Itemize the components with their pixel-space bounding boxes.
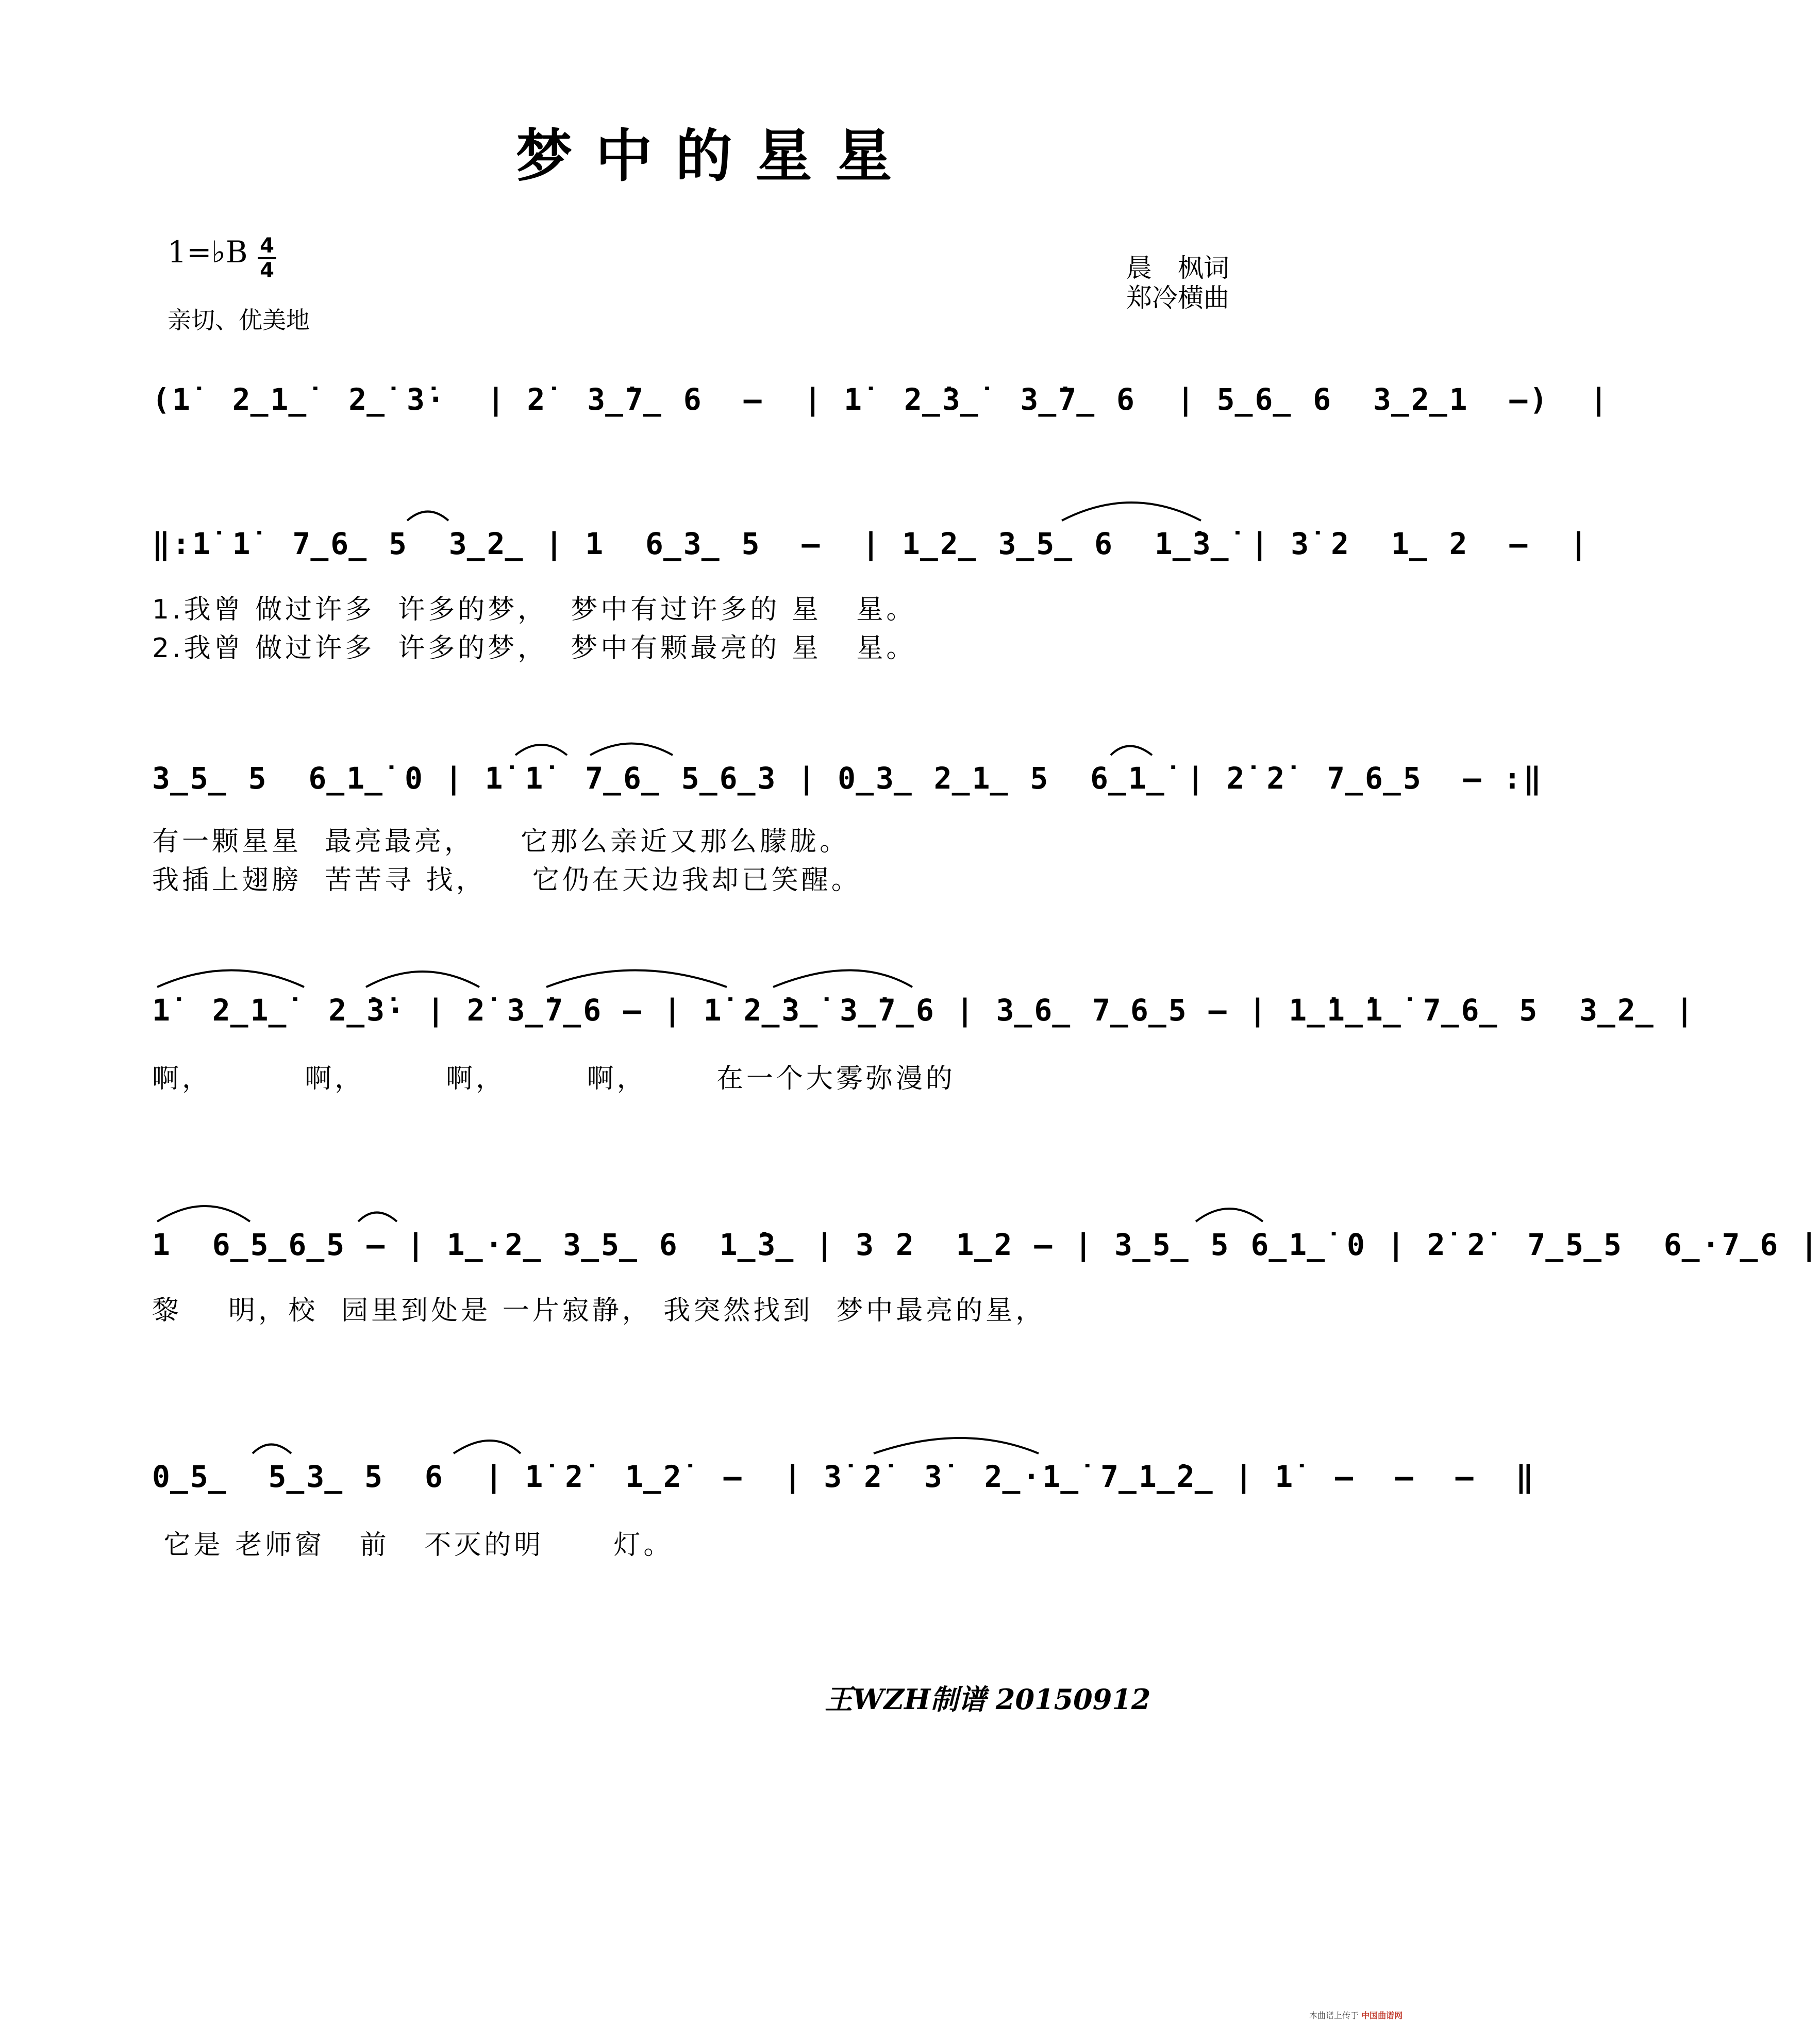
notes-row-4: 1̇ 2̲1̲̇ 2̲̇3̇· | 2̇ 3̲̇7̲6 – | 1̇ 2̲̇3̲̇ 3̲̇7̲6 | 3̲6̲ 7̲6̲5 – | 1̲̇1̲̇1̲̇ 7̲6̲ 5 3̲2̲ | bbox=[152, 993, 1696, 1028]
notes-row-5: 1 6̲5̲6̲5 – | 1̲·2̲ 3̲5̲ 6 1̲̇3̲ | 3 2 1̲2 – | 3̲5̲ 5 6̲1̲̇ 0 | 2̇ 2̇ 7̲5̲5 6̲·7̲6 | bbox=[152, 1227, 1820, 1262]
slur-arc bbox=[590, 744, 673, 756]
tempo-marking: 亲切、优美地 bbox=[168, 306, 310, 334]
slur-arc bbox=[253, 1445, 291, 1454]
footer-watermark bbox=[1309, 2009, 1402, 2021]
lyrics-row-4: 啊， 啊， 啊， 啊， 在一个大雾弥漫的 bbox=[152, 1063, 956, 1094]
key-signature: 1=♭B bbox=[168, 235, 248, 270]
lyrics-row-3-verse-1: 有一颗星星 最亮最亮， 它那么亲近又那么朦胧。 bbox=[152, 826, 850, 857]
transcriber-signature: 王WZH制谱 20150912 bbox=[825, 1683, 1151, 1716]
slur-arc bbox=[157, 971, 304, 988]
slur-arc bbox=[874, 1438, 1039, 1453]
lyrics-row-6: 它是 老师窗 前 不灭的明 灯。 bbox=[152, 1530, 674, 1561]
composer-credit: 郑冷横曲 bbox=[1126, 283, 1229, 313]
lyrics-row-2-verse-1: 1.我曾 做过许多 许多的梦， 梦中有过许多的 星 星。 bbox=[152, 594, 916, 625]
notes-row-1: (1̇ 2̲1̲̇ 2̲̇ 3̇· | 2̇ 3̲̇7̲ 6 – | 1̇ 2̲̇3̲̇ 3̲̇7̲ 6 | 5̲6̲ 6 3̲2̲1 –) | bbox=[152, 382, 1610, 417]
lyrics-row-2-verse-2: 2.我曾 做过许多 许多的梦， 梦中有颗最亮的 星 星。 bbox=[152, 633, 916, 664]
slur-arc bbox=[157, 1206, 250, 1222]
time-signature-top: 4 bbox=[260, 234, 274, 258]
slur-arc bbox=[1196, 1209, 1263, 1222]
slur-arc bbox=[546, 971, 727, 988]
slur-arc bbox=[1062, 503, 1201, 521]
notes-row-2: ‖:1̇ 1̇ 7̲6̲ 5 3̲2̲ | 1 6̲3̲ 5 – | 1̲2̲ 3̲5̲ 6 1̲̇3̲̇ | 3̇ 2 1̲ 2 – | bbox=[152, 526, 1590, 561]
lyrics-row-3-verse-2: 我插上翅膀 苦苦寻 找， 它仍在天边我却已笑醒。 bbox=[152, 865, 861, 896]
slur-arc bbox=[454, 1441, 521, 1453]
slur-arc bbox=[407, 512, 448, 521]
time-signature-bottom: 4 bbox=[260, 259, 274, 282]
slur-arc bbox=[358, 1213, 397, 1222]
lyricist-credit: 晨 枫词 bbox=[1126, 253, 1229, 283]
notes-row-6: 0̲5̲ 5̲3̲ 5 6 | 1̇ 2̇ 1̲2̇ – | 3̇ 2̇ 3̇ 2̲·1̲̇ 7̲1̲̇2̲ | 1̇ – – – ‖ bbox=[152, 1459, 1536, 1494]
footer-text: 本曲谱上传于 bbox=[1309, 2011, 1359, 2020]
notes-row-3: 3̲5̲ 5 6̲1̲̇ 0 | 1̇ 1̇ 7̲6̲ 5̲6̲3 | 0̲3̲ 2̲1̲ 5 6̲1̲̇ | 2̇ 2̇ 7̲6̲5 – :‖ bbox=[152, 761, 1544, 796]
lyrics-row-5: 黎 明，校 园里到处是 一片寂静， 我突然找到 梦中最亮的星， bbox=[152, 1295, 1046, 1326]
slur-arc bbox=[515, 745, 567, 755]
slur-arc bbox=[1111, 746, 1152, 756]
slur-arc bbox=[773, 971, 912, 988]
page-title: 梦中的星星 bbox=[515, 123, 915, 189]
slur-arc bbox=[366, 972, 479, 987]
footer-brand: 中国曲谱网 bbox=[1361, 2011, 1403, 2020]
